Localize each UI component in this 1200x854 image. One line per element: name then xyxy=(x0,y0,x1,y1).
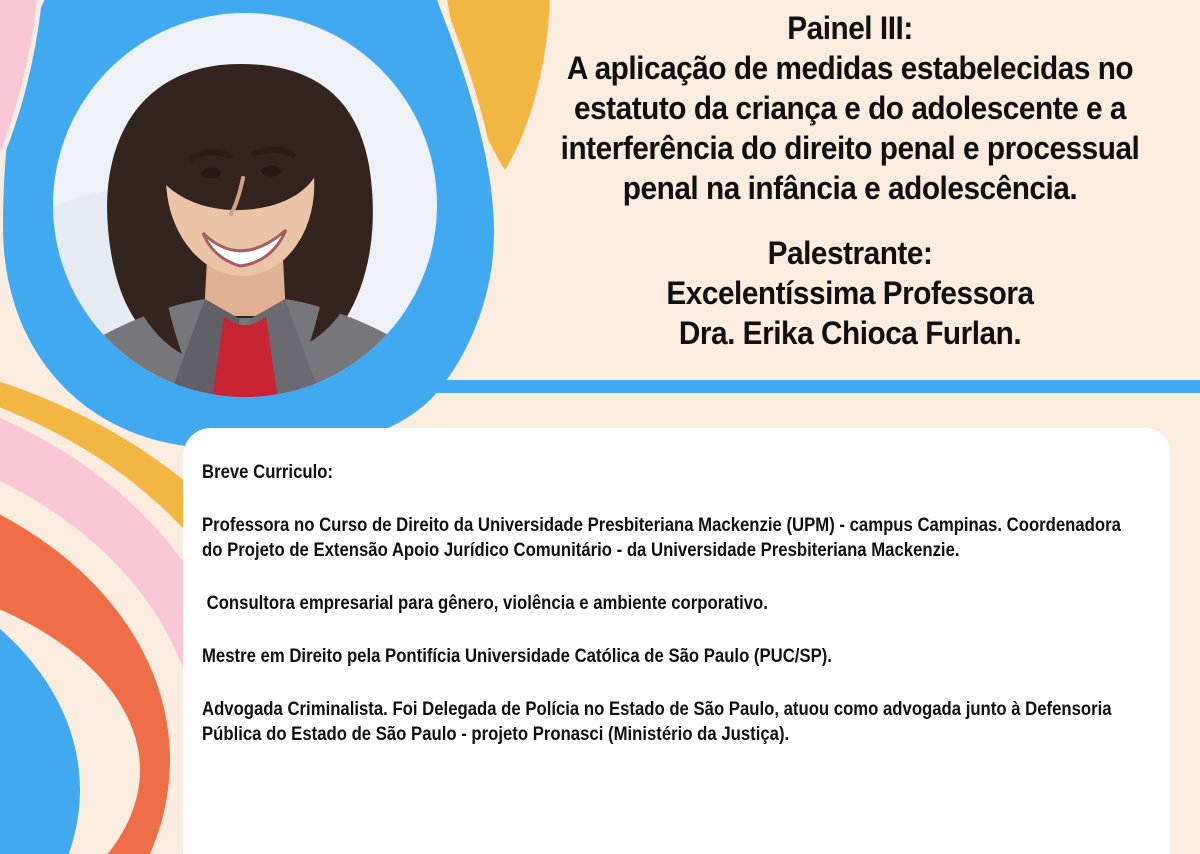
speaker-title: Excelentíssima Professora xyxy=(666,275,1034,311)
bio-paragraph: Advogada Criminalista. Foi Delegada de Polícia no Estado de São Paulo, atuou como advogada junto à Defensoria Pública do Estado de São Paulo - projeto Pronasci (Ministério da Justiça). xyxy=(202,699,1117,745)
speaker-name: Dra. Erika Chioca Furlan. xyxy=(678,315,1022,351)
bio-paragraph: Mestre em Direito pela Pontifícia Universidade Católica de São Paulo (PUC/SP). xyxy=(202,646,832,667)
bio-paragraph: Consultora empresarial para gênero, violência e ambiente corporativo. xyxy=(202,593,768,614)
eye-left xyxy=(201,168,221,179)
panel-description xyxy=(506,48,1194,208)
blue-divider-stripe xyxy=(420,380,1200,393)
panel-description-line: A aplicação de medidas estabelecidas no xyxy=(566,50,1134,86)
speaker-heading: Palestrante: xyxy=(767,235,933,271)
panel-title: Painel III: xyxy=(787,10,913,46)
panel-description-line: estatuto da criança e do adolescente e a xyxy=(573,90,1127,126)
bio-paragraph: Professora no Curso de Direito da Universidade Presbiteriana Mackenzie (UPM) - campus Campinas. Coordenadora do Projeto de Extensão Apoio Jurídico Comunitário - da Universidade Presbiteriana Mackenzie. xyxy=(202,515,1126,561)
bio-card xyxy=(183,428,1170,854)
panel-description-line: penal na infância e adolescência. xyxy=(622,170,1078,206)
panel-description-line: interferência do direito penal e processual xyxy=(560,130,1140,166)
title-block xyxy=(506,8,1194,353)
bio-heading: Breve Curriculo: xyxy=(202,462,334,483)
speaker-block xyxy=(506,233,1194,353)
eye-right xyxy=(261,166,281,177)
